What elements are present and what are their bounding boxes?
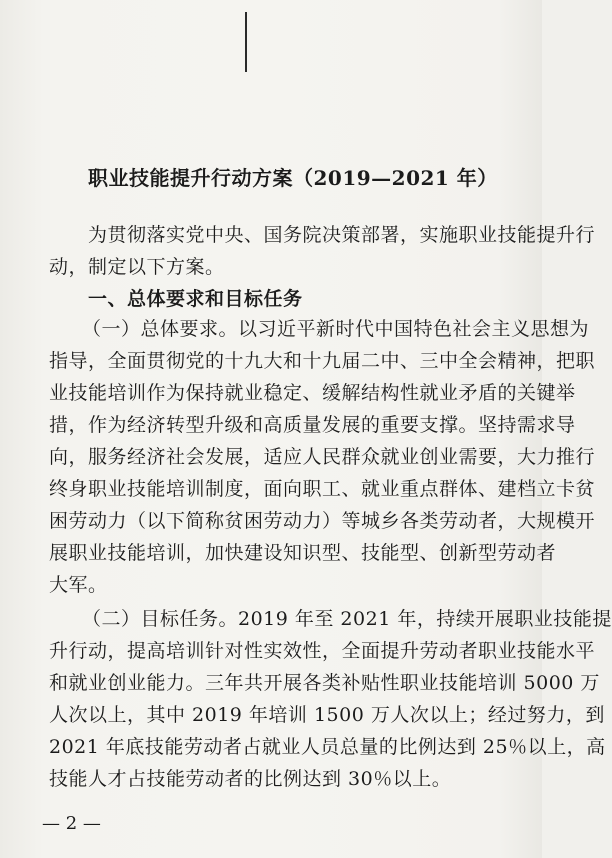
paragraph-line-9: 终身职业技能培训制度，面向职工、就业重点群体、建档立卡贫: [49, 478, 596, 500]
document-title: 职业技能提升行动方案（2019—2021 年）: [88, 166, 498, 190]
paragraph-line-16: 人次以上，其中 2019 年培训 1500 万人次以上；经过努力，到: [49, 704, 605, 726]
paragraph-line-18: 技能人才占技能劳动者的比例达到 30％以上。: [49, 768, 452, 790]
page-number: — 2 —: [42, 813, 101, 834]
paragraph-line-17: 2021 年底技能劳动者占就业人员总量的比例达到 25％以上，高: [49, 736, 606, 758]
paragraph-line-6: 业技能培训作为保持就业稳定、缓解结构性就业矛盾的关键举: [49, 382, 576, 404]
paragraph-line-4: （一）总体要求。以习近平新时代中国特色社会主义思想为: [82, 318, 590, 340]
paragraph-line-13: （二）目标任务。2019 年至 2021 年，持续开展职业技能提: [82, 608, 612, 630]
binding-mark: [245, 12, 247, 72]
paragraph-line-8: 向，服务经济社会发展，适应人民群众就业创业需要，大力推行: [49, 446, 596, 468]
paragraph-line-7: 措，作为经济转型升级和高质量发展的重要支撑。坚持需求导: [49, 414, 576, 436]
paragraph-line-5: 指导，全面贯彻党的十九大和十九届二中、三中全会精神，把职: [49, 350, 596, 372]
paragraph-line-2: 动，制定以下方案。: [49, 256, 225, 278]
paragraph-line-1: 为贯彻落实党中央、国务院决策部署，实施职业技能提升行: [88, 224, 596, 246]
paragraph-line-10: 困劳动力（以下简称贫困劳动力）等城乡各类劳动者，大规模开: [49, 510, 596, 532]
paragraph-line-12: 大军。: [49, 574, 108, 596]
paragraph-line-15: 和就业创业能力。三年共开展各类补贴性职业技能培训 5000 万: [49, 672, 600, 694]
paragraph-line-11: 展职业技能培训，加快建设知识型、技能型、创新型劳动者: [49, 542, 557, 564]
section-heading-1: 一、总体要求和目标任务: [88, 288, 303, 310]
paragraph-line-14: 升行动，提高培训针对性实效性，全面提升劳动者职业技能水平: [49, 640, 596, 662]
